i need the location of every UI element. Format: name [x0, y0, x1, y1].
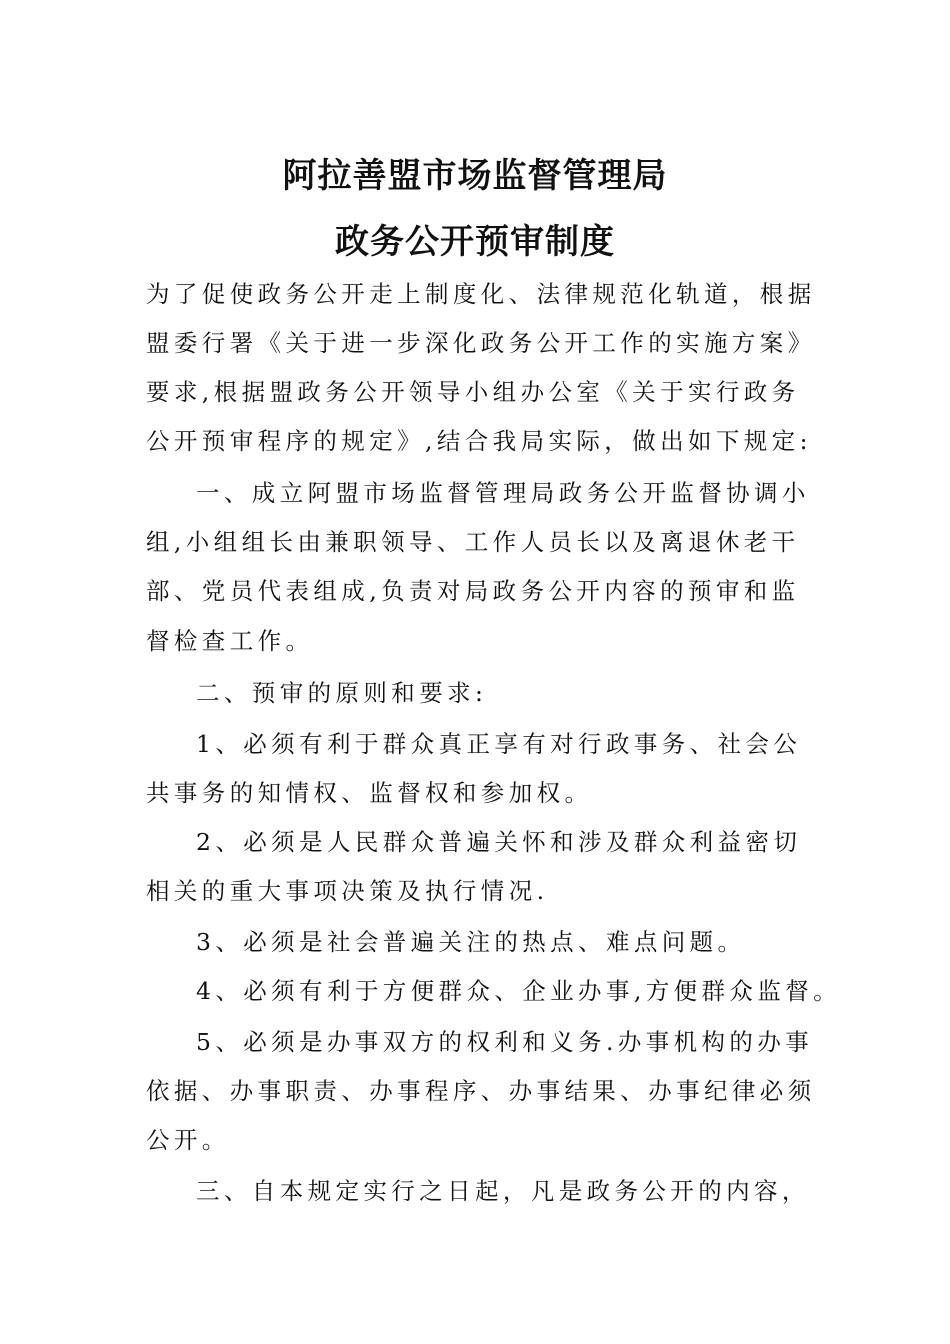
body-text-line: 二、预审的原则和要求: — [196, 679, 488, 707]
body-text-line: 5、必须是办事双方的权利和义务.办事机构的办事 — [196, 1028, 814, 1056]
body-text-line: 依据、办事职责、办事程序、办事结果、办事纪律必须 — [146, 1077, 816, 1105]
body-text-line: 为了促使政务公开走上制度化、法律规范化轨道，根据 — [146, 280, 816, 308]
document-title-line-1: 阿拉善盟市场监督管理局 — [282, 156, 668, 196]
body-text-line: 1、必须有利于群众真正享有对行政事务、社会公 — [196, 730, 802, 758]
body-text-line: 组,小组组长由兼职领导、工作人员长以及离退休老干 — [146, 528, 800, 556]
body-text-line: 公开。 — [146, 1126, 230, 1154]
body-text-line: 盟委行署《关于进一步深化政务公开工作的实施方案》 — [146, 329, 816, 357]
body-text-line: 3、必须是社会普遍关注的热点、难点问题。 — [196, 928, 746, 956]
body-text-line: 2、必须是人民群众普遍关怀和涉及群众利益密切 — [196, 828, 802, 856]
body-text-line: 要求,根据盟政务公开领导小组办公室《关于实行政务 — [146, 378, 800, 406]
body-text-line: 公开预审程序的规定》,结合我局实际，做出如下规定: — [146, 427, 812, 455]
body-text-line: 一、成立阿盟市场监督管理局政务公开监督协调小 — [196, 479, 810, 507]
body-text-line: 共事务的知情权、监督权和参加权。 — [146, 779, 593, 807]
document-title-line-2: 政务公开预审制度 — [335, 222, 615, 262]
body-text-line: 相关的重大事项决策及执行情况. — [146, 877, 549, 905]
body-text-line: 4、必须有利于方便群众、企业办事,方便群众监督。 — [196, 977, 842, 1005]
body-text-line: 部、党员代表组成,负责对局政务公开内容的预审和监 — [146, 577, 800, 605]
body-text-line: 督检查工作。 — [146, 627, 314, 655]
body-text-line: 三、自本规定实行之日起，凡是政务公开的内容， — [196, 1177, 810, 1205]
